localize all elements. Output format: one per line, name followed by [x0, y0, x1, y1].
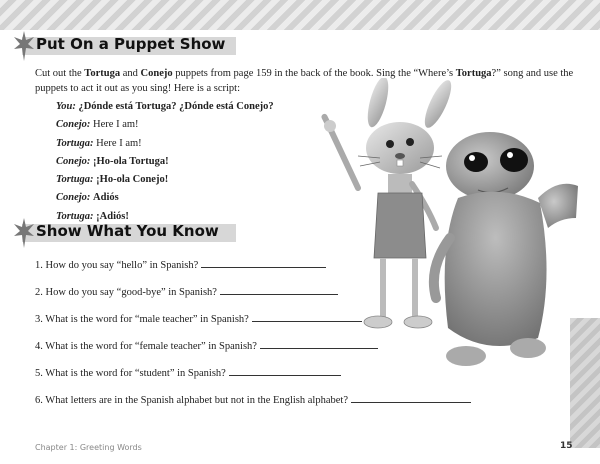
question-item: 4. What is the word for “female teacher” in Spanish? [35, 338, 378, 352]
puppet-script [56, 98, 274, 226]
page-number: 15 [560, 441, 573, 451]
answer-blank[interactable] [351, 392, 471, 403]
script-line: Tortuga: ¡Adiós! [56, 210, 129, 222]
section-header-show-what-you-know [22, 224, 236, 242]
script-line: Tortuga: ¡Ho-ola Conejo! [56, 174, 169, 186]
turtle-puppet-illustration [434, 132, 578, 366]
star-burst-icon [14, 31, 34, 61]
script-line: Conejo: ¡Ho-ola Tortuga! [56, 155, 169, 167]
intro-paragraph: Cut out the Tortuga and Conejo puppets from page 159 in the back of the book. Sing the “Where’s Tortuga?” song and use the puppets to act it out as you sing! Here is a script: [35, 68, 574, 94]
chapter-footer: Chapter 1: Greeting Words [35, 443, 142, 452]
section-title: Put On a Puppet Show [36, 35, 226, 53]
question-item: 1. How do you say “hello” in Spanish? [35, 257, 326, 271]
script-line: You: ¿Dónde está Tortuga? ¿Dónde está Conejo? [56, 101, 274, 112]
question-item: 5. What is the word for “student” in Spanish? [35, 365, 341, 379]
script-line: Conejo: Adiós [56, 192, 119, 204]
section-header-puppet-show [22, 37, 236, 55]
script-line: Conejo: Here I am! [56, 119, 139, 131]
question-item: 3. What is the word for “male teacher” in Spanish? [35, 311, 362, 325]
script-line: Tortuga: Here I am! [56, 137, 142, 149]
section-title: Show What You Know [36, 222, 219, 240]
question-item: 2. How do you say “good-bye” in Spanish? [35, 284, 338, 298]
decorative-top-band [0, 0, 600, 30]
star-burst-icon [14, 218, 34, 248]
answer-blank[interactable] [201, 257, 326, 268]
question-item: 6. What letters are in the Spanish alphabet but not in the English alphabet? [35, 392, 471, 406]
puppet-illustration [318, 78, 580, 374]
